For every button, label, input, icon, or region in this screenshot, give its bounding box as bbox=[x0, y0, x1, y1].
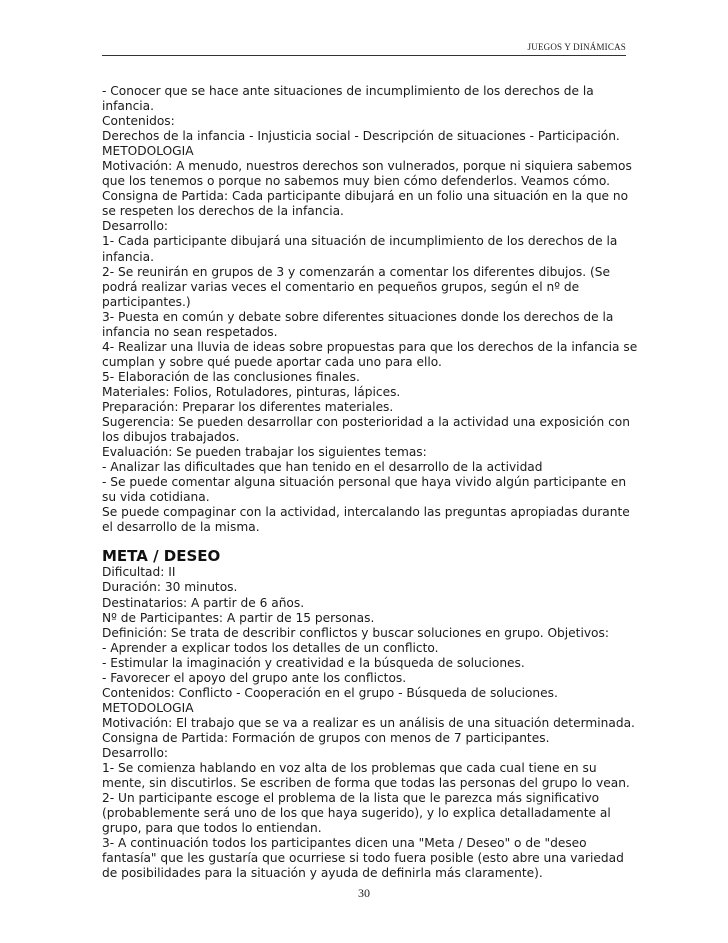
text-line: 1- Cada participante dibujará una situación de incumplimiento de los derechos de la bbox=[102, 234, 618, 249]
text-line: los dibujos trabajados. bbox=[102, 430, 240, 445]
text-line: mente, sin discutirlos. Se escriben de forma que todas las personas del grupo lo vean. bbox=[102, 776, 630, 791]
text-line: 3- A continuación todos los participantes dicen una "Meta / Deseo" o de "deseo bbox=[102, 836, 587, 851]
text-line: infancia. bbox=[102, 99, 155, 114]
text-line: infancia no sean respetados. bbox=[102, 324, 278, 339]
text-line: que los tenemos o porque no sabemos muy bien cómo defenderlos. Veamos cómo. bbox=[102, 174, 611, 189]
text-line: podrá realizar varias veces el comentario en pequeños grupos, según el nº de bbox=[102, 279, 580, 294]
text-line: Desarrollo: bbox=[102, 745, 169, 760]
running-header: JUEGOS Y DINÁMICAS bbox=[527, 42, 626, 52]
text-line: Contenidos: bbox=[102, 114, 175, 129]
text-line: Sugerencia: Se pueden desarrollar con posterioridad a la actividad una exposición con bbox=[102, 415, 630, 430]
text-line: el desarrollo de la misma. bbox=[102, 520, 260, 535]
text-line: 4- Realizar una lluvia de ideas sobre propuestas para que los derechos de la infancia se bbox=[102, 339, 638, 354]
text-line: infancia. bbox=[102, 249, 155, 264]
text-line: 5- Elaboración de las conclusiones finales. bbox=[102, 369, 360, 384]
text-line: Definición: Se trata de describir conflictos y buscar soluciones en grupo. Objetivos: bbox=[102, 625, 609, 640]
text-line: Desarrollo: bbox=[102, 219, 169, 234]
text-line: - Se puede comentar alguna situación personal que haya vivido algún participante en bbox=[102, 475, 627, 490]
section-continuation bbox=[102, 84, 638, 535]
body-text bbox=[102, 84, 638, 881]
text-line: Se puede compaginar con la actividad, intercalando las preguntas apropiadas durante bbox=[102, 505, 630, 520]
text-line: cumplan y sobre qué puede aportar cada uno para ello. bbox=[102, 354, 442, 369]
text-line: se respeten los derechos de la infancia. bbox=[102, 204, 344, 219]
text-line: Consigna de Partida: Formación de grupos con menos de 7 participantes. bbox=[102, 730, 550, 745]
text-line: fantasía" que les gustaría que ocurriese si todo fuera posible (esto abre una variedad bbox=[102, 851, 624, 866]
text-line: Evaluación: Se pueden trabajar los siguientes temas: bbox=[102, 445, 427, 460]
text-line: - Analizar las dificultades que han tenido en el desarrollo de la actividad bbox=[102, 460, 543, 475]
text-line: Dificultad: II bbox=[102, 565, 176, 580]
text-line: - Conocer que se hace ante situaciones de incumplimiento de los derechos de la bbox=[102, 84, 594, 98]
text-line: - Favorecer el apoyo del grupo ante los conflictos. bbox=[102, 670, 407, 685]
text-line: Derechos de la infancia - Injusticia social - Descripción de situaciones - Participación. bbox=[102, 129, 620, 144]
section-heading: META / DESEO bbox=[102, 547, 221, 566]
text-line: su vida cotidiana. bbox=[102, 490, 210, 505]
text-line: participantes.) bbox=[102, 294, 191, 309]
header-rule bbox=[102, 55, 626, 56]
text-line: METODOLOGIA bbox=[102, 700, 194, 715]
text-line: Motivación: A menudo, nuestros derechos son vulnerados, porque ni siquiera sabemos bbox=[102, 159, 632, 174]
text-line: de posibilidades para la situación y ayuda de definirla más claramente). bbox=[102, 866, 543, 881]
text-line: grupo, para que todos lo entiendan. bbox=[102, 821, 322, 836]
text-line: - Aprender a explicar todos los detalles de un conflicto. bbox=[102, 640, 439, 655]
text-line: Destinatarios: A partir de 6 años. bbox=[102, 595, 305, 610]
section-meta-deseo bbox=[102, 565, 635, 881]
text-line: (probablemente será uno de los que haya sugerido), y lo explica detalladamente al bbox=[102, 806, 611, 821]
text-line: - Estimular la imaginación y creatividad e la búsqueda de soluciones. bbox=[102, 655, 525, 670]
text-line: Motivación: El trabajo que se va a realizar es un análisis de una situación determinada. bbox=[102, 715, 635, 730]
text-line: Materiales: Folios, Rotuladores, pinturas, lápices. bbox=[102, 384, 401, 399]
text-line: Preparación: Preparar los diferentes materiales. bbox=[102, 399, 394, 414]
text-line: Duración: 30 minutos. bbox=[102, 580, 238, 595]
text-line: 3- Puesta en común y debate sobre diferentes situaciones donde los derechos de la bbox=[102, 309, 614, 324]
text-line: METODOLOGIA bbox=[102, 144, 194, 159]
text-line: Consigna de Partida: Cada participante dibujará en un folio una situación en la que no bbox=[102, 189, 629, 204]
page-number: 30 bbox=[358, 886, 370, 900]
text-line: Nº de Participantes: A partir de 15 personas. bbox=[102, 610, 375, 625]
text-line: 2- Un participante escoge el problema de la lista que le parezca más significativo bbox=[102, 791, 600, 806]
text-line: 1- Se comienza hablando en voz alta de los problemas que cada cual tiene en su bbox=[102, 761, 597, 776]
text-line: 2- Se reunirán en grupos de 3 y comenzarán a comentar los diferentes dibujos. (Se bbox=[102, 264, 610, 279]
text-line: Contenidos: Conflicto - Cooperación en el grupo - Búsqueda de soluciones. bbox=[102, 685, 558, 700]
